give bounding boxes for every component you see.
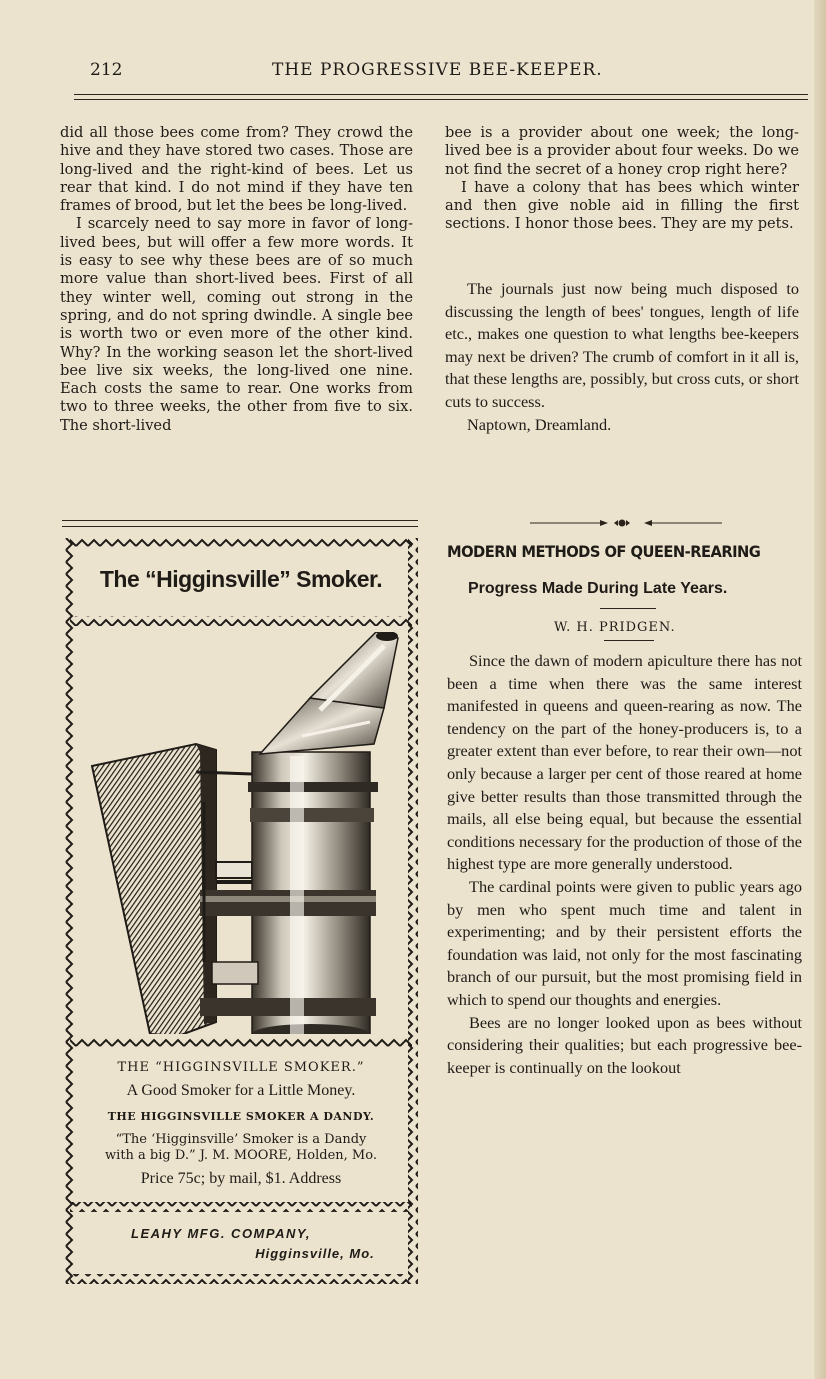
left-paragraph-1: did all those bees come from? They crowd the hive and they have stored two cases. Those are long-lived and the right-kind of bees. Let us rear that kind. I do not mind if they have ten frames of brood, but let the bees be long-lived. — [60, 124, 413, 215]
page-number: 212 — [90, 60, 123, 80]
bee-smoker-illustration — [84, 632, 404, 1034]
article-heading: MODERN METHODS OF QUEEN-REARING — [447, 542, 761, 561]
header-rule-bottom — [74, 99, 808, 100]
article-paragraph-2: The cardinal points were given to public years ago by men who spent much time and talent in experimenting; and by their persistent efforts the foundation was laid, not only for the most fascinating branch of our pursuit, but the most promising field in which to spend our thoughts and energies. — [447, 876, 802, 1009]
journals-paragraph: The journals just now being much disposed to discussing the length of bees' tongues, length of life etc., makes one question to what lengths bee-keepers may next be driven? The crumb of comfort in it all is, that these lengths are, possibly, but cross cuts, or short cuts to success. — [445, 279, 799, 411]
ad-note: THE HIGGINSVILLE SMOKER A DANDY. — [107, 1110, 375, 1123]
ad-company: LEAHY MFG. COMPANY, — [131, 1226, 311, 1241]
ad-quote-line-2: with a big D.” J. M. MOORE, Holden, Mo. — [105, 1148, 377, 1163]
ad-quote-line-1: “The ‘Higginsville’ Smoker is a Dandy — [115, 1132, 367, 1147]
ad-location: Higginsville, Mo. — [255, 1246, 375, 1261]
ad-price: Price 75c; by mail, $1. Address — [140, 1170, 342, 1187]
article-author: W. H. PRIDGEN. — [554, 620, 676, 635]
left-rule-bottom — [62, 526, 418, 527]
author-rule — [604, 640, 654, 641]
right-paragraph-2: I have a colony that has bees which winter and then give noble aid in filling the first sections. I honor those bees. They are my pets. — [445, 178, 799, 233]
right-column-large-text — [445, 278, 799, 436]
page-edge — [814, 0, 826, 1379]
header-rule-top — [74, 94, 808, 95]
left-paragraph-2: I scarcely need to say more in favor of long-lived bees, but will offer a few more words. It is easy to see why these bees are of so much more value than short-lived bees. First of all they winter well, coming out strong in the spring, and do not spring dwindle. A single bee is worth two or even more of the other kind. Why? In the working season let the short-lived bee live six weeks, the long-lived one nine. Each costs the same to rear. One works from two to three weeks, the other from five to six. The short-lived — [60, 215, 413, 434]
ad-tagline: A Good Smoker for a Little Money. — [126, 1082, 356, 1099]
right-column-text — [445, 124, 799, 234]
right-paragraph-1: bee is a provider about one week; the long-lived bee is a provider about four weeks. Do we not find the secret of a honey crop right here? — [445, 124, 799, 178]
signoff-place: Naptown, Dreamland. — [467, 414, 612, 434]
article-paragraph-3: Bees are no longer looked upon as bees without considering their qualities; but each progressive bee-keeper is continually on the lookout — [447, 1012, 802, 1077]
ornament-divider — [530, 516, 722, 530]
ad-title: The “Higginsville” Smoker. — [99, 566, 383, 592]
journal-title: THE PROGRESSIVE BEE-KEEPER. — [272, 60, 603, 80]
ad-caption: THE “HIGGINSVILLE SMOKER.” — [117, 1060, 365, 1075]
left-rule-top — [62, 520, 418, 521]
smoker-advertisement — [64, 538, 418, 1284]
article-paragraph-1: Since the dawn of modern apiculture there has not been a time when there was the same interest manifested in queens and queen-rearing as now. The tendency on the part of the honey-producers is, to a greater extent than ever before, to rear their own—not only because a larger per cent of those reared at home give better results than those transmitted through the mails, all else being equal, but because the essential conditions necessary for the production of those of the highest type are more generally understood. — [447, 651, 802, 874]
article-subheading: Progress Made During Late Years. — [468, 580, 728, 597]
article-body — [447, 650, 802, 1079]
left-column-text — [60, 124, 413, 435]
subheading-rule — [600, 608, 656, 609]
